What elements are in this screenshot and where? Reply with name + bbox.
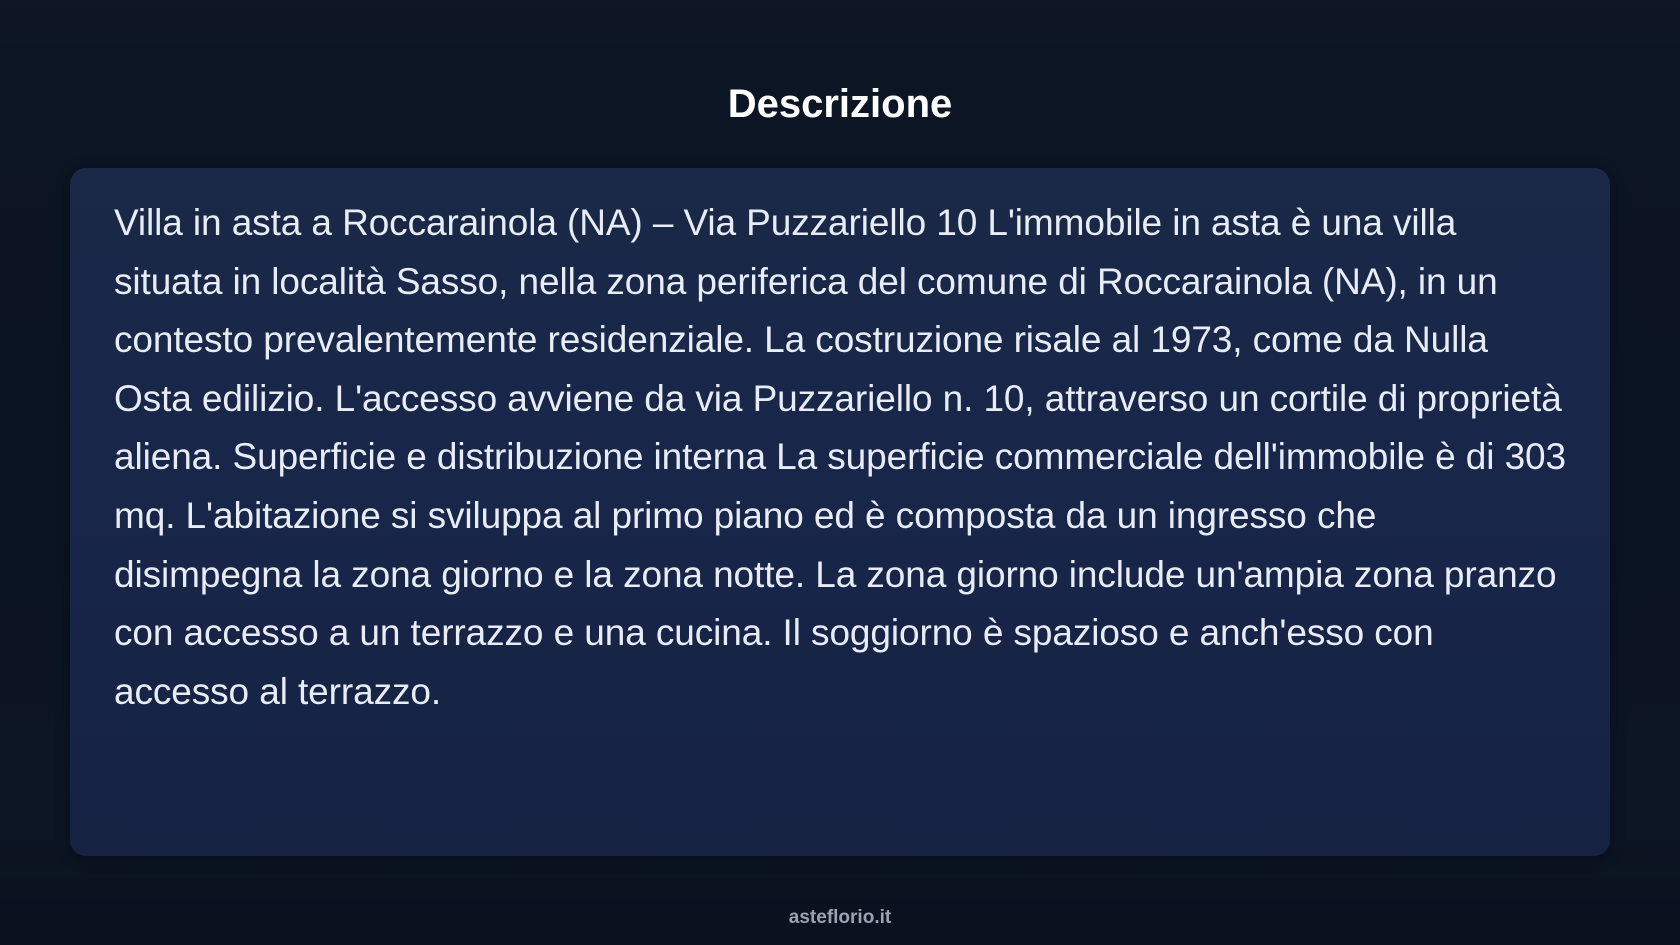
- section-title: Descrizione: [727, 82, 953, 126]
- description-text: Villa in asta a Roccarainola (NA) – Via Puzzariello 10 L'immobile in asta è una villa situata in località Sasso, nella zona periferica del comune di Roccarainola (NA), in un contesto prevalentemente residenziale. La costruzione risale al 1973, come da Nulla Osta edilizio. L'accesso avviene da via Puzzariello n. 10, attraverso un cortile di proprietà aliena. Superficie e distribuzione interna La superficie commerciale dell'immobile è di 303 mq. L'abitazione si sviluppa al primo piano ed è composta da un ingresso che disimpegna la zona giorno e la zona notte. La zona giorno include un'ampia zona pranzo con accesso a un terrazzo e una cucina. Il soggiorno è spazioso e anch'esso con accesso al terrazzo.: [114, 202, 1567, 712]
- description-card: [70, 168, 1610, 856]
- footer-site-name: asteflorio.it: [788, 907, 892, 928]
